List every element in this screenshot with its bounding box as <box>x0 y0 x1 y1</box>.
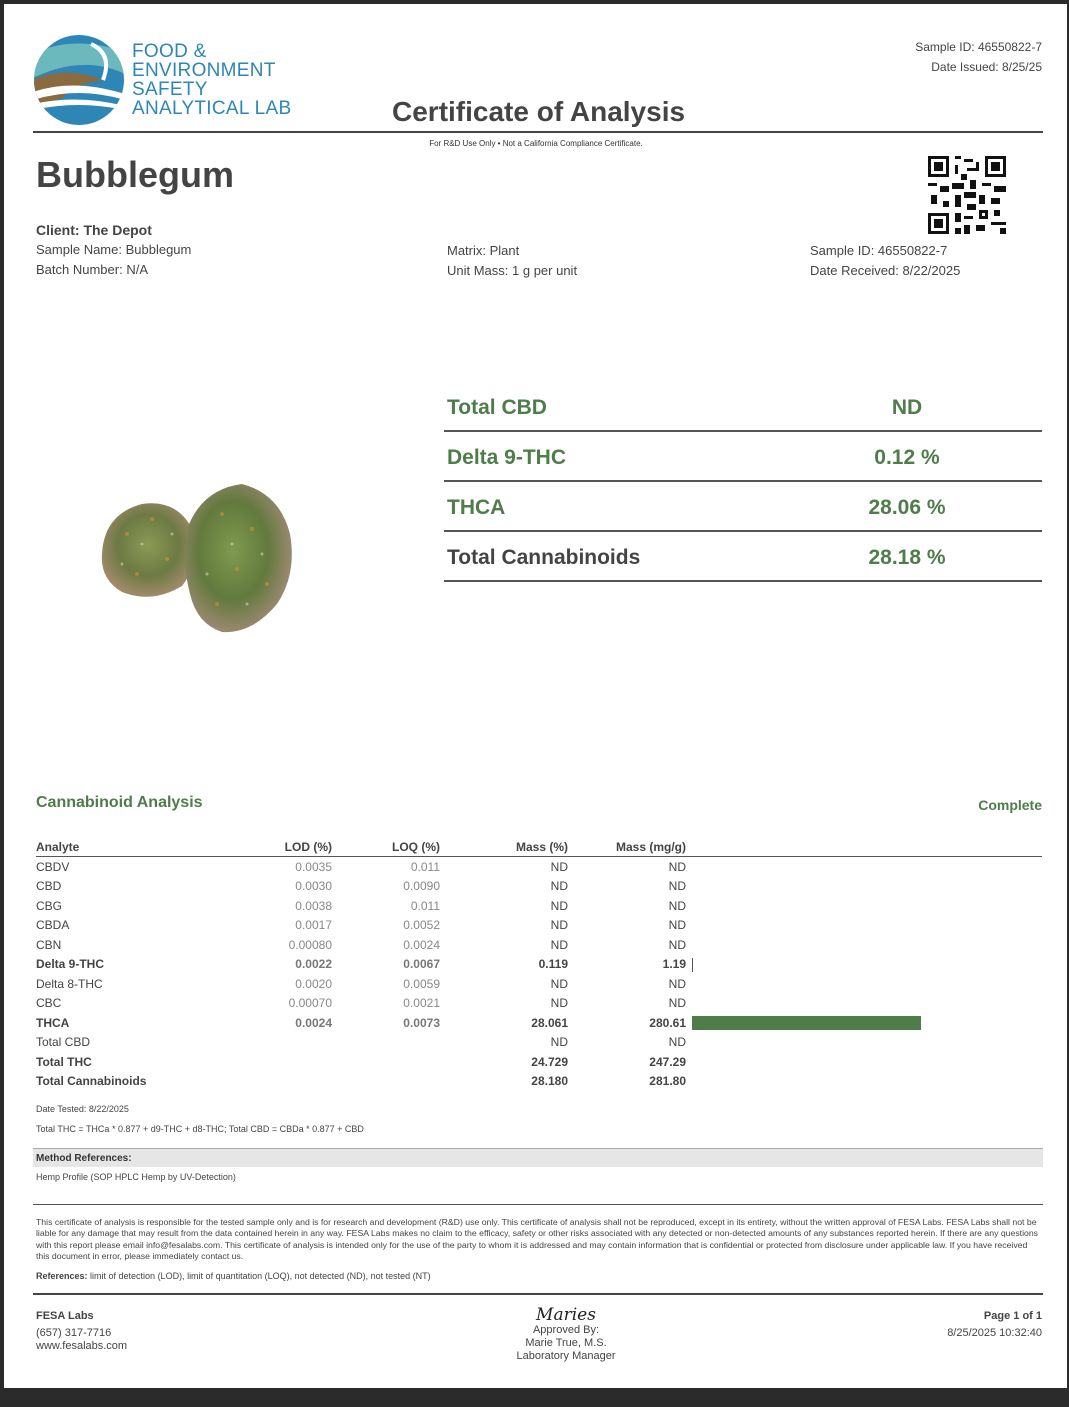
lod-cell: 0.00070 <box>288 996 332 1011</box>
footer-divider <box>33 1293 1043 1295</box>
table-row <box>36 916 1042 936</box>
mass-percent-cell: 28.061 <box>531 1015 568 1030</box>
lab-name <box>132 42 291 118</box>
summary-row <box>444 380 1042 432</box>
col-header: LOQ (%) <box>332 838 440 857</box>
table-header-row <box>36 838 1042 857</box>
page-number: Page 1 of 1 <box>983 1310 1042 1322</box>
header-sample-id: Sample ID: 46550822-7 <box>915 40 1042 54</box>
bar-cell <box>686 896 1042 916</box>
bar-cell <box>686 857 1042 877</box>
header-meta <box>915 37 1042 77</box>
lod-cell: 0.0017 <box>295 918 332 933</box>
analyte-cell: CBG <box>36 898 63 913</box>
mass-mg-cell: 247.29 <box>649 1054 686 1069</box>
formula-note: Total THC = THCa * 0.877 + d9-THC + d8-THC; Total CBD = CBDa * 0.877 + CBD <box>36 1124 364 1134</box>
mass-mg-cell: ND <box>668 996 686 1011</box>
summary-value: 28.06 % <box>868 496 946 519</box>
batch-number: Batch Number: N/A <box>36 262 148 277</box>
mass-mg-cell: ND <box>668 918 686 933</box>
lod-cell: 0.0024 <box>295 1015 332 1030</box>
lod-cell: 0.0020 <box>295 976 332 991</box>
summary-row <box>444 430 1042 482</box>
lod-cell <box>186 1033 332 1053</box>
analyte-cell: THCA <box>36 1015 70 1030</box>
table-row <box>36 896 1042 916</box>
loq-cell: 0.0024 <box>403 937 440 952</box>
loq-cell <box>332 1033 440 1053</box>
lod-cell <box>186 1052 332 1072</box>
mass-percent-cell: ND <box>550 937 568 952</box>
compliance-note: For R&D Use Only • Not a California Compliance Certificate. <box>429 139 643 148</box>
analyte-cell: Total CBD <box>36 1035 91 1050</box>
lab-name-line: SAFETY <box>132 79 208 100</box>
bar-cell <box>686 994 1042 1014</box>
analyte-cell: CBDA <box>36 918 70 933</box>
lab-name-line: FOOD & <box>132 41 207 62</box>
date-tested: Date Tested: 8/22/2025 <box>36 1104 129 1114</box>
product-name: Bubblegum <box>36 154 234 195</box>
certificate-page <box>4 4 1067 1388</box>
loq-cell: 0.0073 <box>403 1015 440 1030</box>
document-title: Certificate of Analysis <box>392 96 686 127</box>
method-text: Hemp Profile (SOP HPLC Hemp by UV-Detection) <box>36 1172 236 1182</box>
table-row <box>36 1033 1042 1053</box>
lod-cell: 0.0030 <box>295 879 332 894</box>
analyte-cell: CBD <box>36 879 62 894</box>
report-timestamp: 8/25/2025 10:32:40 <box>947 1327 1042 1339</box>
mass-bar <box>692 958 693 972</box>
lod-cell: 0.0035 <box>295 859 332 874</box>
mass-percent-cell: ND <box>550 976 568 991</box>
mass-mg-cell: ND <box>668 879 686 894</box>
table-row <box>36 955 1042 975</box>
bar-cell <box>686 955 1042 975</box>
loq-cell: 0.0090 <box>403 879 440 894</box>
summary-value: 0.12 % <box>874 446 940 469</box>
summary-value: 28.18 % <box>868 546 946 569</box>
loq-cell: 0.0021 <box>403 996 440 1011</box>
col-header: Analyte <box>36 838 186 857</box>
mass-percent-cell: ND <box>550 996 568 1011</box>
analyte-cell: Delta 8-THC <box>36 976 103 991</box>
mass-mg-cell: ND <box>668 898 686 913</box>
matrix: Matrix: Plant <box>447 243 520 258</box>
col-header: Mass (%) <box>440 838 568 857</box>
mass-mg-cell: 280.61 <box>649 1015 686 1030</box>
mass-percent-cell: ND <box>550 1035 568 1050</box>
summary-row <box>444 530 1042 582</box>
status-badge: Complete <box>978 797 1042 813</box>
mass-percent-cell: 0.119 <box>538 957 568 972</box>
lod-cell: 0.0022 <box>295 957 332 972</box>
approval-block <box>466 1306 666 1363</box>
summary-label: Delta 9-THC <box>447 446 567 469</box>
mass-percent-cell: 24.729 <box>531 1054 568 1069</box>
analyte-cell: Delta 9-THC <box>36 957 105 972</box>
analyte-cell: CBN <box>36 937 62 952</box>
lab-logo <box>33 34 125 126</box>
summary-label: Total Cannabinoids <box>447 546 641 569</box>
table-row <box>36 857 1042 877</box>
mass-bar <box>692 1016 921 1030</box>
loq-cell: 0.0067 <box>403 957 440 972</box>
summary-label: Total CBD <box>447 396 547 419</box>
analyte-cell: CBC <box>36 996 62 1011</box>
lab-name-line: ENVIRONMENT <box>132 60 276 81</box>
approver-title: Laboratory Manager <box>516 1350 616 1362</box>
date-received: Date Received: 8/22/2025 <box>810 263 961 278</box>
col-header: Mass (mg/g) <box>568 838 686 857</box>
col-header-bar <box>686 838 1042 857</box>
unit-mass: Unit Mass: 1 g per unit <box>447 263 578 278</box>
references-label: References: <box>36 1271 88 1281</box>
table-row <box>36 877 1042 897</box>
receipt-info <box>810 241 960 281</box>
approver-name: Marie True, M.S. <box>525 1337 607 1349</box>
loq-cell <box>332 1072 440 1092</box>
table-row <box>36 1013 1042 1033</box>
bar-cell <box>686 877 1042 897</box>
cannabinoid-table <box>36 838 1042 1091</box>
loq-cell <box>332 1052 440 1072</box>
lod-cell: 0.0038 <box>295 898 332 913</box>
analyte-cell: CBDV <box>36 859 70 874</box>
approved-by: Approved By: <box>532 1324 600 1336</box>
references-text: limit of detection (LOD), limit of quantitation (LOQ), not detected (ND), not tested (NT) <box>87 1271 431 1281</box>
signature: Maries <box>536 1305 596 1325</box>
divider <box>33 1204 1043 1205</box>
summary-value: ND <box>891 396 923 419</box>
mass-mg-cell: ND <box>668 976 686 991</box>
method-title: Method References: <box>36 1153 132 1164</box>
loq-cell: 0.011 <box>410 898 440 913</box>
matrix-info <box>447 241 577 281</box>
table-body <box>36 857 1042 1092</box>
mass-percent-cell: ND <box>550 859 568 874</box>
analyte-cell: Total Cannabinoids <box>36 1074 147 1089</box>
bar-cell <box>686 1072 1042 1092</box>
bar-cell <box>686 1033 1042 1053</box>
mass-mg-cell: ND <box>668 859 686 874</box>
mass-mg-cell: ND <box>668 1035 686 1050</box>
page-info <box>947 1310 1042 1340</box>
lod-cell: 0.00080 <box>288 937 332 952</box>
bar-cell <box>686 974 1042 994</box>
table-row <box>36 994 1042 1014</box>
references <box>36 1271 431 1281</box>
mass-percent-cell: ND <box>550 898 568 913</box>
website-link[interactable]: www.fesalabs.com <box>36 1340 128 1352</box>
mass-mg-cell: 1.19 <box>662 957 686 972</box>
bar-cell <box>686 1013 1042 1033</box>
lab-name-line: ANALYTICAL LAB <box>132 98 292 119</box>
phone: (657) 317-7716 <box>36 1327 112 1339</box>
loq-cell: 0.0052 <box>403 918 440 933</box>
col-header: LOD (%) <box>186 838 332 857</box>
loq-cell: 0.0059 <box>403 976 440 991</box>
bar-cell <box>686 916 1042 936</box>
sample-id: Sample ID: 46550822-7 <box>810 243 948 258</box>
table-row <box>36 974 1042 994</box>
bar-cell <box>686 1052 1042 1072</box>
company-name: FESA Labs <box>36 1310 94 1322</box>
client-name: Client: The Depot <box>36 222 152 238</box>
method-references-bar <box>33 1148 1043 1167</box>
table-row <box>36 1072 1042 1092</box>
client-info <box>36 220 191 280</box>
mass-mg-cell: 281.80 <box>649 1074 686 1089</box>
footer-contact <box>36 1310 127 1353</box>
loq-cell: 0.011 <box>410 859 440 874</box>
disclaimer: This certificate of analysis is responsible for the tested sample only and is for research and development (R&D) use only. This certificate of analysis shall not be reproduced, except in its entirety, without the written approval of FESA Labs. FESA Labs shall not be liable for any damage that may result from the data contained herein in any way. FESA Labs makes no claim to the efficacy, safety or other risks associated with any detected or non-detected amounts of any substances reported herein. If there are any questions with this report please email info@fesalabs.com. This certificate of analysis is intended only for the use of the party to whom it is addressed and may contain information that is confidential or protected from disclosure under applicable law. If you have received this document in error, please immediately contact us. <box>36 1217 1039 1262</box>
analyte-cell: Total THC <box>36 1054 92 1069</box>
qr-code-icon[interactable] <box>928 156 1006 234</box>
analysis-title: Cannabinoid Analysis <box>36 794 203 811</box>
product-photo <box>92 474 302 644</box>
date-issued: Date Issued: 8/25/25 <box>931 60 1042 74</box>
summary-row <box>444 480 1042 532</box>
mass-mg-cell: ND <box>668 937 686 952</box>
lod-cell <box>186 1072 332 1092</box>
table-row <box>36 1052 1042 1072</box>
mass-percent-cell: ND <box>550 879 568 894</box>
summary-label: THCA <box>447 496 506 519</box>
mass-percent-cell: 28.180 <box>531 1074 568 1089</box>
bar-cell <box>686 935 1042 955</box>
mass-percent-cell: ND <box>550 918 568 933</box>
header-divider <box>33 131 1043 133</box>
sample-name: Sample Name: Bubblegum <box>36 242 192 257</box>
table-row <box>36 935 1042 955</box>
